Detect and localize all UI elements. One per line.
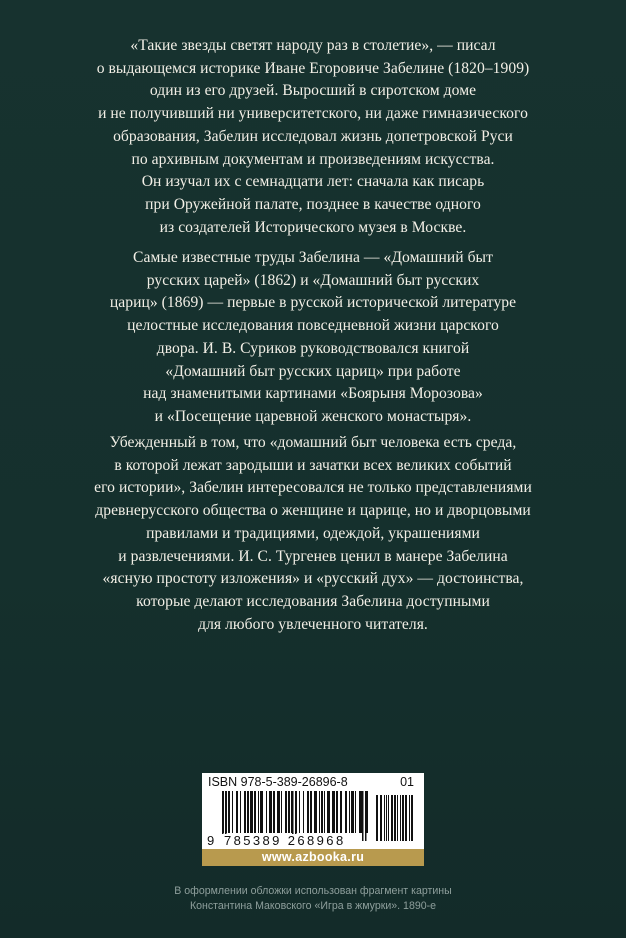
text-line: над знаменитыми картинами «Боярыня Морозова» [143,385,483,403]
barcode-stripe [260,791,263,833]
barcode-stripe [310,791,312,833]
text-line: «Домашний быт русских цариц» при работе [165,362,461,380]
text-line: Он изучал их с семнадцати лет: сначала как писарь [141,173,485,191]
barcode-stripe [254,791,256,833]
text-line: «ясную простоту изложения» и «русский дух» — достоинства, [102,570,524,588]
barcode-stripe [349,791,350,833]
barcode-stripe [324,791,325,833]
barcode-stripe [258,791,259,833]
text-line: в которой лежат зародыши и зачатки всех великих событий [114,456,512,474]
barcode-stripe [291,791,292,833]
cover-credits [60,884,566,913]
text-line: по архивным документам и произведениям искусства. [131,150,495,168]
text-line: правилами и традициями, одеждой, украшениями [146,524,480,542]
text-line: из создателей Исторического музея в Москве. [159,218,467,236]
barcode-stripe [285,791,287,833]
text-line: цариц» (1869) — первые в русской исторической литературе [109,294,517,312]
publisher-website: www.azbooka.ru [202,849,424,866]
ean-first-digit: 9 [207,833,217,848]
barcode-stripe [355,791,356,833]
barcode-stripe [359,791,362,833]
text-line: древнерусского общества о женщине и царице, но и дворцовыми [95,502,531,520]
text-line: один из его друзей. Выросший в сиротском доме [149,82,477,100]
text-line: и «Посещение царевной женского монастыря». [154,407,472,425]
text-line: Самые известные труды Забелина — «Домашний быт [133,249,493,266]
text-line: целостные исследования повседневной жизни царского [127,317,499,335]
barcode-stripe [273,791,275,833]
text-line: которые делают исследования Забелина доступными [136,592,490,610]
barcode-stripe [299,791,300,833]
barcode-stripe [351,791,354,833]
barcode-stripe [303,791,304,833]
barcode-stripe [288,791,290,833]
barcode-stripe [307,791,309,833]
isbn-barcode [202,773,424,866]
barcode-stripe [250,791,253,833]
barcode-stripe [247,791,249,833]
text-line: русских царей» (1862) и «Домашний быт русских [146,271,480,289]
text-line: для любого увлеченного читателя. [198,615,428,633]
barcode-stripe [340,791,342,833]
barcode-stripe [281,791,282,833]
barcode-stripe [269,791,272,833]
barcode-stripe [319,791,320,833]
text-line: двора. И. В. Суриков руководствовался книгой [156,339,470,357]
text-line: и развлечениями. И. С. Тургенев ценил в манере Забелина [118,547,508,565]
barcode-stripe [266,791,267,833]
text-line: и не получивший ни университетского, ни даже гимназического [98,105,528,123]
barcode-stripe [277,791,280,833]
ean-digits [202,834,424,848]
ean-remaining-digits: 785389 268968 [224,833,346,848]
credits-line: Константина Маковского «Игра в жмурки». 1890-е [189,899,437,912]
credits-line: В оформлении обложки использован фрагмент картины [174,885,452,897]
barcode-stripe [332,791,335,833]
paragraph-conviction [60,432,566,636]
barcode-stripe [244,791,246,833]
text-line: Убежденный в том, что «домашний быт человека есть среда, [109,434,517,451]
barcode-stripe [232,791,233,833]
paragraph-intro [60,35,566,239]
barcode-stripe [314,791,317,833]
text-line: при Оружейной палате, позднее в качестве одного [145,195,481,213]
barcode-stripe [236,791,238,833]
paragraph-works [60,247,566,429]
barcode-stripe [240,791,241,833]
barcode-stripe [327,791,330,833]
barcode-stripe [321,791,323,833]
text-line: «Такие звезды светят народу раз в столетие», — писал [130,37,496,54]
text-line: образования, Забелин исследовал жизнь допетровской Руси [113,127,513,145]
isbn-row [202,774,424,790]
text-line: о выдающемся историке Иване Егоровиче Забелине (1820–1909) [96,59,530,77]
text-line: его истории», Забелин интересовался не только представлениями [94,479,532,497]
barcode-stripe [336,791,338,833]
isbn-number: ISBN 978-5-389-26896-8 [208,775,348,789]
isbn-addon-code: 01 [400,775,414,789]
barcode-stripe [345,791,347,833]
barcode-stripe [228,791,230,833]
